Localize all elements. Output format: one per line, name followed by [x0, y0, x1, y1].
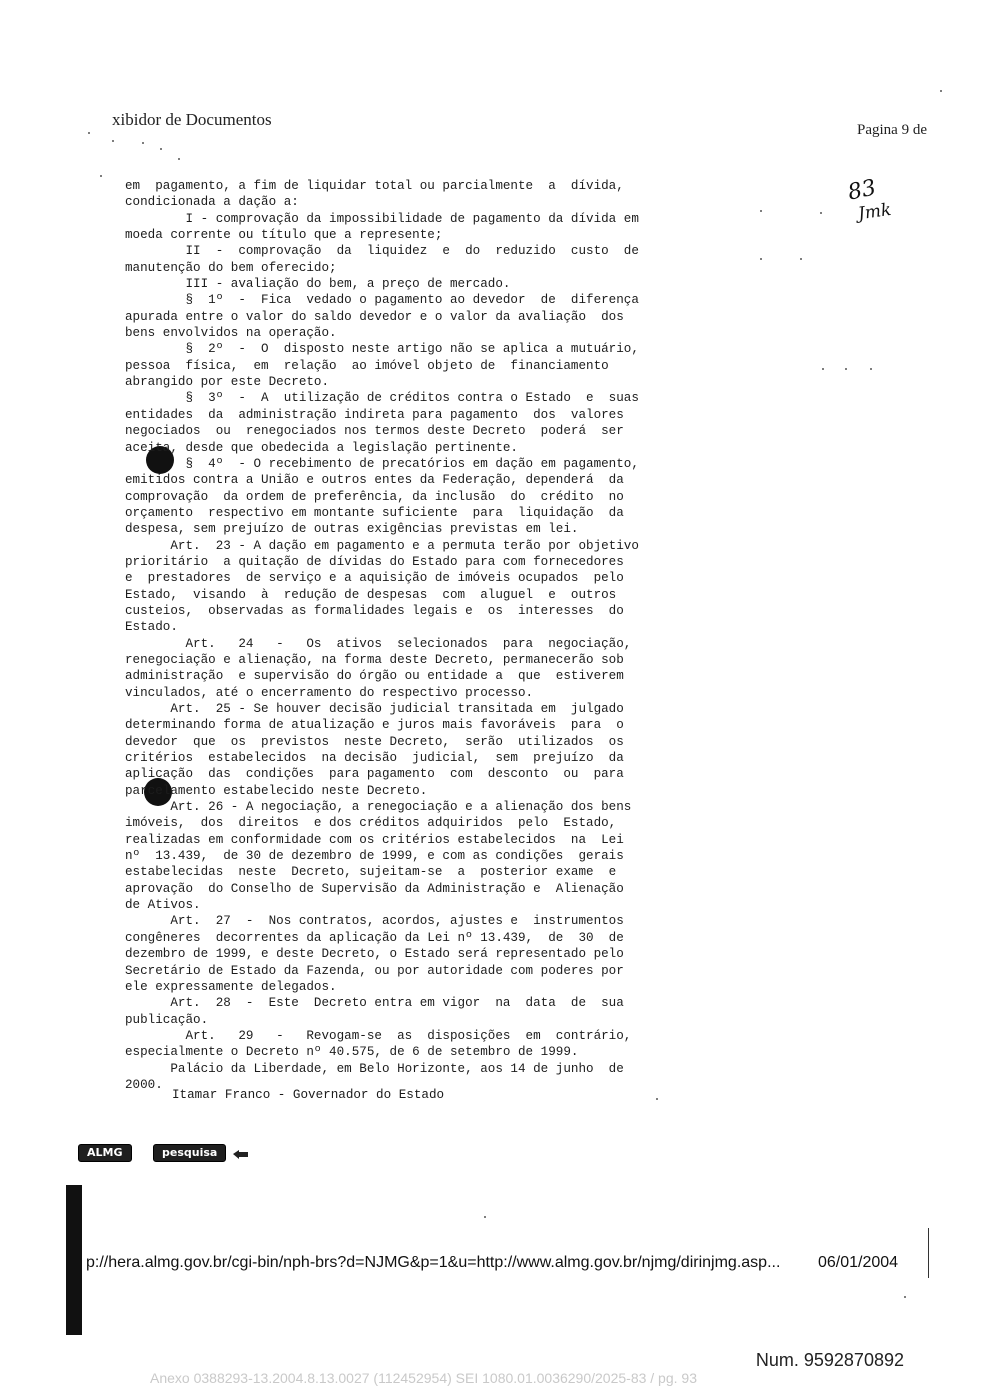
text-line: renegociação e alienação, na forma deste Decreto, permanecerão sob	[125, 652, 624, 667]
text-line: Art. 25 - Se houver decisão judicial transitada em julgado	[125, 702, 624, 716]
text-line: emitidos contra a União e outros entes da Federação, dependerá da	[125, 473, 624, 488]
scan-speck	[656, 1098, 658, 1100]
text-line: I - comprovação da impossibilidade de pagamento da dívida em	[125, 211, 639, 226]
handwritten-page-number: 83	[845, 175, 879, 206]
text-line: Palácio da Liberdade, em Belo Horizonte, aos 14 de junho de	[125, 1061, 624, 1076]
text-line: pessoa física, em relação ao imóvel objeto de financiamento	[125, 358, 609, 373]
text-line: § 1º - Fica vedado o pagamento ao devedor de diferença	[125, 293, 639, 308]
text-line: publicação.	[125, 1012, 209, 1027]
viewer-title: xibidor de Documentos	[112, 110, 272, 129]
scan-speck	[940, 90, 942, 92]
text-line: orçamento respectivo em montante suficiente para liquidação da	[125, 505, 624, 520]
text-line: de Ativos.	[125, 898, 201, 913]
text-line: administração e supervisão do órgão ou entidade a que estiverem	[125, 669, 624, 684]
text-line: aplicação das condições para pagamento com desconto ou para	[125, 767, 624, 782]
back-hand-icon[interactable]	[232, 1148, 250, 1160]
signature-line: Itamar Franco - Governador do Estado	[172, 1088, 445, 1102]
text-line: moeda corrente ou título que a represente;	[125, 228, 443, 243]
text-line: nº 13.439, de 30 de dezembro de 1999, e com as condições gerais	[125, 849, 624, 864]
text-line: estabelecidas neste Decreto, sujeitam-se a posterior exame e	[125, 865, 617, 880]
text-line: 2000.	[125, 1077, 163, 1092]
text-line: Art. 27 - Nos contratos, acordos, ajustes e instrumentos	[125, 914, 624, 929]
text-line: comprovação da ordem de preferência, da inclusão do crédito no	[125, 489, 624, 504]
handwritten-initials: Jmk	[856, 199, 893, 225]
scan-edge-bar	[66, 1185, 82, 1335]
print-date: 06/01/2004	[818, 1254, 899, 1271]
scan-speck	[142, 142, 144, 144]
text-line: III - avaliação do bem, a preço de mercado.	[125, 277, 511, 292]
text-line: em pagamento, a fim de liquidar total ou parcialmente a dívida,	[125, 179, 624, 193]
scan-speck	[178, 158, 180, 160]
scan-speck	[160, 148, 162, 150]
text-line: Art. 28 - Este Decreto entra em vigor na data de sua	[125, 996, 624, 1011]
text-line: Estado.	[125, 620, 178, 635]
text-line: § 4º - O recebimento de precatórios em dação em pagamento,	[125, 456, 639, 471]
text-line: Art. 26 - A negociação, a renegociação e a alienação dos bens	[125, 800, 632, 815]
text-line: especialmente o Decreto nº 40.575, de 6 de setembro de 1999.	[125, 1045, 579, 1060]
footer-watermark: Anexo 0388293-13.2004.8.13.0027 (112452954) SEI 1080.01.0036290/2025-83 / pg. 93	[150, 1370, 697, 1386]
text-line: Art. 29 - Revogam-se as disposições em contrário,	[125, 1028, 632, 1043]
document-number: Num. 9592870892	[755, 1350, 904, 1370]
text-line: abrangido por este Decreto.	[125, 375, 330, 390]
scan-speck	[484, 1216, 486, 1218]
text-line: prioritário a quitação de dívidas do Estado para com fornecedores	[125, 554, 624, 569]
text-line: § 3º - A utilização de créditos contra o Estado e suas	[125, 391, 639, 406]
scan-speck	[904, 1296, 906, 1298]
text-line: imóveis, dos direitos e dos créditos adquiridos pelo Estado,	[125, 816, 617, 831]
text-line: entidades da administração indireta para pagamento dos valores	[125, 407, 624, 422]
text-line: aprovação do Conselho de Supervisão da Administração e Alienação	[125, 881, 624, 896]
text-line: aceita, desde que obedecida a legislação pertinente.	[125, 440, 518, 455]
text-line: vinculados, até o encerramento do respectivo processo.	[125, 685, 534, 700]
text-line: Art. 24 - Os ativos selecionados para negociação,	[125, 636, 632, 651]
decree-body-text	[125, 178, 639, 1093]
text-line: § 2º - O disposto neste artigo não se aplica a mutuário,	[125, 342, 639, 357]
text-line: custeios, observadas as formalidades legais e os interesses do	[125, 603, 624, 618]
scan-speck	[88, 132, 90, 134]
text-line: Secretário de Estado da Fazenda, ou por autoridade com poderes por	[125, 963, 624, 978]
scan-edge-line	[928, 1228, 929, 1278]
pesquisa-button[interactable]: pesquisa	[153, 1144, 226, 1162]
scan-speck	[100, 175, 102, 177]
almg-home-button[interactable]: ALMG	[78, 1144, 132, 1162]
page-indicator: Pagina 9 de	[857, 122, 927, 138]
text-line: critérios estabelecidos na decisão judicial, sem prejuízo da	[125, 751, 624, 766]
scan-speck	[870, 368, 872, 370]
text-line: II - comprovação da liquidez e do reduzido custo de	[125, 244, 639, 259]
text-line: negociados ou renegociados nos termos deste Decreto poderá ser	[125, 424, 624, 439]
scan-speck	[760, 210, 762, 212]
scan-speck	[800, 258, 802, 260]
source-url: p://hera.almg.gov.br/cgi-bin/nph-brs?d=NJMG&p=1&u=http://www.almg.gov.br/njmg/dirinjmg.asp...	[86, 1254, 781, 1271]
text-line: condicionada a dação a:	[125, 195, 299, 210]
text-line: realizadas em conformidade com os critérios estabelecidos na Lei	[125, 832, 624, 847]
text-line: Estado, visando à redução de despesas com aluguel e outros	[125, 587, 617, 602]
text-line: ele expressamente delegados.	[125, 979, 337, 994]
text-line: Art. 23 - A dação em pagamento e a permuta terão por objetivo	[125, 538, 639, 553]
text-line: manutenção do bem oferecido;	[125, 260, 337, 275]
text-line: dezembro de 1999, e deste Decreto, o Estado será representado pelo	[125, 947, 624, 962]
text-line: devedor que os previstos neste Decreto, serão utilizados os	[125, 734, 624, 749]
scan-speck	[112, 140, 114, 142]
text-line: congêneres decorrentes da aplicação da Lei nº 13.439, de 30 de	[125, 930, 624, 945]
text-line: parcelamento estabelecido neste Decreto.	[125, 783, 428, 798]
text-line: apurada entre o valor do saldo devedor e o valor da avaliação dos	[125, 309, 624, 324]
scan-speck	[820, 212, 822, 214]
text-line: bens envolvidos na operação.	[125, 326, 337, 341]
scan-speck	[822, 368, 824, 370]
text-line: e prestadores de serviço e a aquisição de imóveis ocupados pelo	[125, 571, 624, 586]
text-line: determinando forma de atualização e juros mais favoráveis para o	[125, 718, 624, 733]
scan-speck	[845, 368, 847, 370]
scan-speck	[760, 258, 762, 260]
text-line: despesa, sem prejuízo de outras exigências previstas em lei.	[125, 522, 579, 537]
